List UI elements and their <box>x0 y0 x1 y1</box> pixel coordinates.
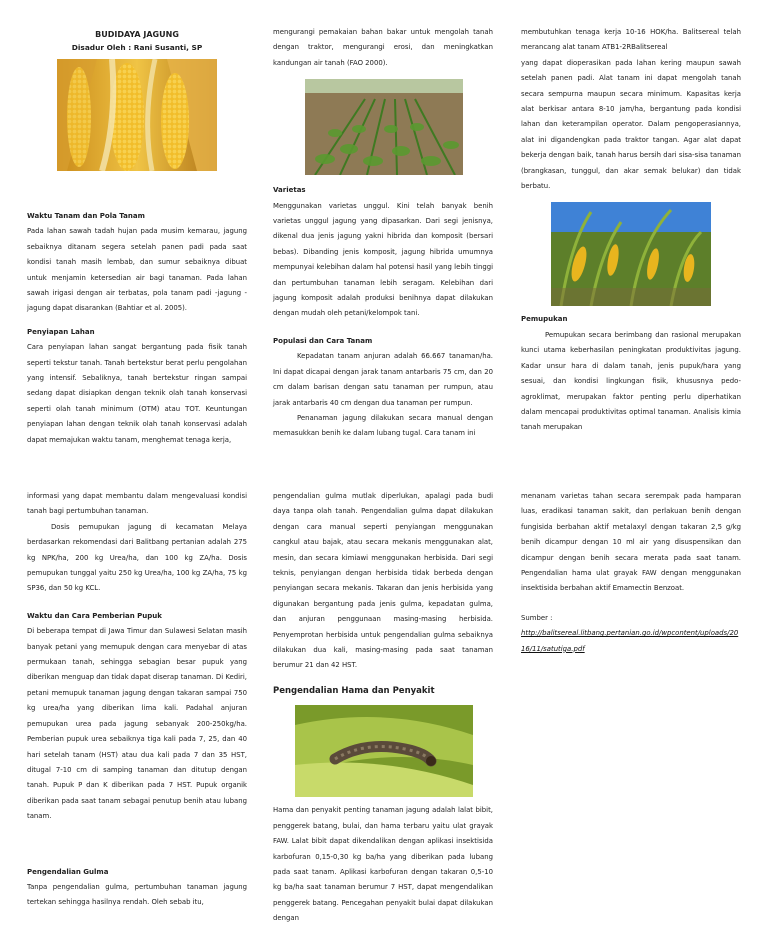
paragraph-varietas: Menggunakan varietas unggul. Kini telah banyak benih varietas unggul jagung yang dipasarkan. Dari segi jenisnya, dikenal dua jenis jagung yakni hibrida dan komposit (bersari bebas). Dibanding jenis komposit, jagung hibrida umumnya mempunyai kelebihan dalam hal potensi hasil yang lebih tinggi dan pertumbuhan tanaman lebih seragam. Kelebihan dari jagung komposit adalah produksi benihnya dapat dilakukan dengan mudah oleh petani/kelompok tani. <box>273 201 493 318</box>
heading-waktu-tanam: Waktu Tanam dan Pola Tanam <box>27 212 145 220</box>
paragraph-populasi-1: Kepadatan tanam anjuran adalah 66.667 tanaman/ha. Ini dapat dicapai dengan jarak tanam antarbaris 75 cm, dan 20 cm dalam barisan dengan satu tanaman per rumpun, atau jarak antarbaris 40 cm dengan dua tanaman per rumpun. <box>273 352 493 407</box>
page1-column-3 <box>521 25 741 436</box>
paragraph-gulma-continued: pengendalian gulma mutlak diperlukan, apalagi pada budi daya tanpa olah tanah. Pengendalian gulma dapat dilakukan dengan cara manual seperti penyiangan menggunakan cangkul atau bajak, atau secara mekanis menggunakan alat, mesin, dan secara kimiawi menggunakan herbisida. Dari segi teknis, penyiangan dengan herbisida tidak berbeda dengan penyiangan secara mekanis. Takaran dan jenis herbisida yang digunakan bergantung pada jenis gulma, kepadatan gulma, dan anjuran penggunaan masing-masing herbisida. Penyemprotan herbisida untuk pengendalian gulma sebaiknya dilakukan dua kali, masing-masing pada saat tanaman berumur 21 dan 42 HST. <box>273 492 493 670</box>
armyworm-image <box>295 705 473 797</box>
page-2 <box>0 477 768 932</box>
paragraph-alat-tanam-1: membutuhkan tenaga kerja 10-16 HOK/ha. Balitsereal telah merancang alat tanam ATB1-2RBalitsereal <box>521 28 741 52</box>
paragraph-penyiapan-lahan: Cara penyiapan lahan sangat bergantung pada fisik tanah seperti tekstur tanah. Tanah bertekstur berat perlu pengolahan yang intensif. Sebaliknya, tanah bertekstur ringan sampai sedang dapat disiapkan dengan teknik olah tanah konservasi seperti olah tanah minimum (OTM) atau TOT. Keuntungan penyiapan lahan dengan teknik olah tanah konservasi adalah dapat memajukan waktu tanam, menghemat tenaga kerja, <box>27 343 247 444</box>
heading-waktu-pupuk: Waktu dan Cara Pemberian Pupuk <box>27 611 162 620</box>
corn-plants-image <box>551 202 711 306</box>
paragraph-lahan-continued: mengurangi pemakaian bahan bakar untuk mengolah tanah dengan traktor, mengurangi erosi, dan meningkatkan kandungan air tanah (FAO 2000). <box>273 28 493 67</box>
corn-field-photo <box>305 79 463 175</box>
paragraph-hama: Hama dan penyakit penting tanaman jagung adalah lalat bibit, penggerek batang, bulai, dan hama terbaru yaitu ulat grayak FAW. Lalat bibit dapat dikendalikan dengan aplikasi insektisida karbofuran 0,15-0,30 kg ba/ha yang diberikan pada lubang pada saat tanam. Aplikasi karbofuran dengan takaran 0,5-10 kg ba/ha saat tanaman berumur 7 HST, dapat mengendalikan penggerek batang. Pencegahan penyakit bulai dapat dilakukan dengan <box>273 806 493 923</box>
document-title: BUDIDAYA JAGUNG <box>95 30 179 39</box>
paragraph-dosis: Dosis pemupukan jagung di kecamatan Melaya berdasarkan rekomendasi dari Balitbang pertanian adalah 275 kg NPK/ha, 200 kg Urea/ha, dan 100 kg ZA/ha. Dosis pemupukan tunggal yaitu 250 kg Urea/ha, 100 kg ZA/ha, 75 kg SP36, dan 50 kg KCL. <box>27 522 247 593</box>
heading-populasi: Populasi dan Cara Tanam <box>273 336 373 345</box>
paragraph-waktu-tanam: Pada lahan sawah tadah hujan pada musim kemarau, jagung sebaiknya ditanam segera setelah panen padi pada saat kondisi tanah masih lembab, dan sumur sebaiknya dibuat untuk menjamin ketersedian air bagi tanaman. Pada lahan sawah irigasi dengan air terbatas, pola tanam padi -jagung - jagung dapat disarankan (Bahtiar et al. 2005). <box>27 227 247 313</box>
sumber-label: Sumber : <box>521 613 553 622</box>
paragraph-bulai-continued: menanam varietas tahan secara serempak pada hamparan luas, eradikasi tanaman sakit, dan perlakuan benih dengan fungisida berbahan aktif metalaxyl dengan takaran 2,5 g/kg benih dicampur dengan 10 ml air yang disuspensikan dan dicampur dengan benih secara merata pada saat tanam. Pengendalian hama ulat grayak FAW dengan menggunakan insektisida berbahan aktif Emamectin Benzoat. <box>521 492 741 593</box>
corn-cob-image <box>57 59 217 171</box>
heading-pemupukan: Pemupukan <box>521 315 568 324</box>
heading-penyiapan-lahan: Penyiapan Lahan <box>27 327 95 336</box>
paragraph-waktu-pupuk: Di beberapa tempat di Jawa Timur dan Sulawesi Selatan masih banyak petani yang memupuk dengan cara menyebar di atas permukaan tanah, sehingga sebagian besar pupuk yang diberikan menguap dan tidak dapat diserap tanaman. Di Kediri, petani memupuk tanaman jagung dengan takaran sampai 750 kg urea/ha yang diberikan lima kali. Padahal anjuran pemupukan urea pada jagung sebanyak 200-250kg/ha. Pemberian pupuk urea sebaiknya tiga kali pada 7, 25, dan 40 hari setelah tanam (HST) atau dua kali pada 7 dan 35 HST, ditugal 7-10 cm di samping tanaman dan ditutup dengan tanah. Pupuk P dan K diberikan pada 7 HST. Pupuk organik diberikan pada saat tanam sebagai penutup benih atau lubang tanam. <box>27 627 247 821</box>
paragraph-analisis-continued: informasi yang dapat membantu dalam mengevaluasi kondisi tanah bagi pertumbuhan tanaman. <box>27 492 247 516</box>
source-link-wrapper[interactable] <box>521 626 741 657</box>
paragraph-alat-tanam-2: yang dapat dioperasikan pada lahan kering maupun sawah setelah panen padi. Alat tanam ini dapat mengolah tanah secara sempurna maupun secara minimum. Kapasitas kerja alat berkisar antara 8-10 jam/ha, bergantung pada kondisi lahan dan keterampilan operator. Dalam pengoperasiannya, alat ini digandengkan pada traktor tangan. Agar alat dapat bekerja dengan baik, tanah harus bersih dari sisa-sisa tanaman (brangkasan, tunggul, dan akar semak belukar) dan tidak berbatu. <box>521 58 741 191</box>
paragraph-populasi-2: Penanaman jagung dilakukan secara manual dengan memasukkan benih ke dalam lubang tugal. Cara tanam ini <box>273 413 493 438</box>
source-link[interactable]: http://balitsereal.litbang.pertanian.go.id/wpcontent/uploads/2016/11/satutiga.pdf <box>521 629 739 653</box>
page2-column-3 <box>521 489 741 657</box>
heading-hama-penyakit: Pengendalian Hama dan Penyakit <box>273 685 435 696</box>
page2-column-2 <box>273 489 493 927</box>
page-1 <box>0 0 768 455</box>
paragraph-gulma: Tanpa pengendalian gulma, pertumbuhan tanaman jagung tertekan sehingga hasilnya rendah. Oleh sebab itu, <box>27 882 247 907</box>
heading-pengendalian-gulma: Pengendalian Gulma <box>27 867 109 876</box>
page2-column-1 <box>27 489 247 911</box>
corn-cob-photo <box>57 59 217 171</box>
heading-varietas: Varietas <box>273 186 306 195</box>
author-line: Disadur Oleh : Rani Susanti, SP <box>71 43 203 52</box>
paragraph-pemupukan: Pemupukan secara berimbang dan rasional merupakan kunci utama keberhasilan peningkatan produktivitas jagung. Kadar unsur hara di dalam tanah, jenis pupuk/hara yang sesuai, dan kondisi lingkungan fisik, khususnya pedo-agroklimat, merupakan faktor penting perlu diperhatikan dalam mencapai produktivitas optimal tanaman. Analisis kimia tanah merupakan <box>521 330 741 432</box>
corn-field-image <box>305 79 463 175</box>
page1-column-1 <box>27 28 247 448</box>
corn-plants-photo <box>551 202 711 306</box>
armyworm-photo <box>295 705 473 797</box>
page1-column-2 <box>273 25 493 442</box>
